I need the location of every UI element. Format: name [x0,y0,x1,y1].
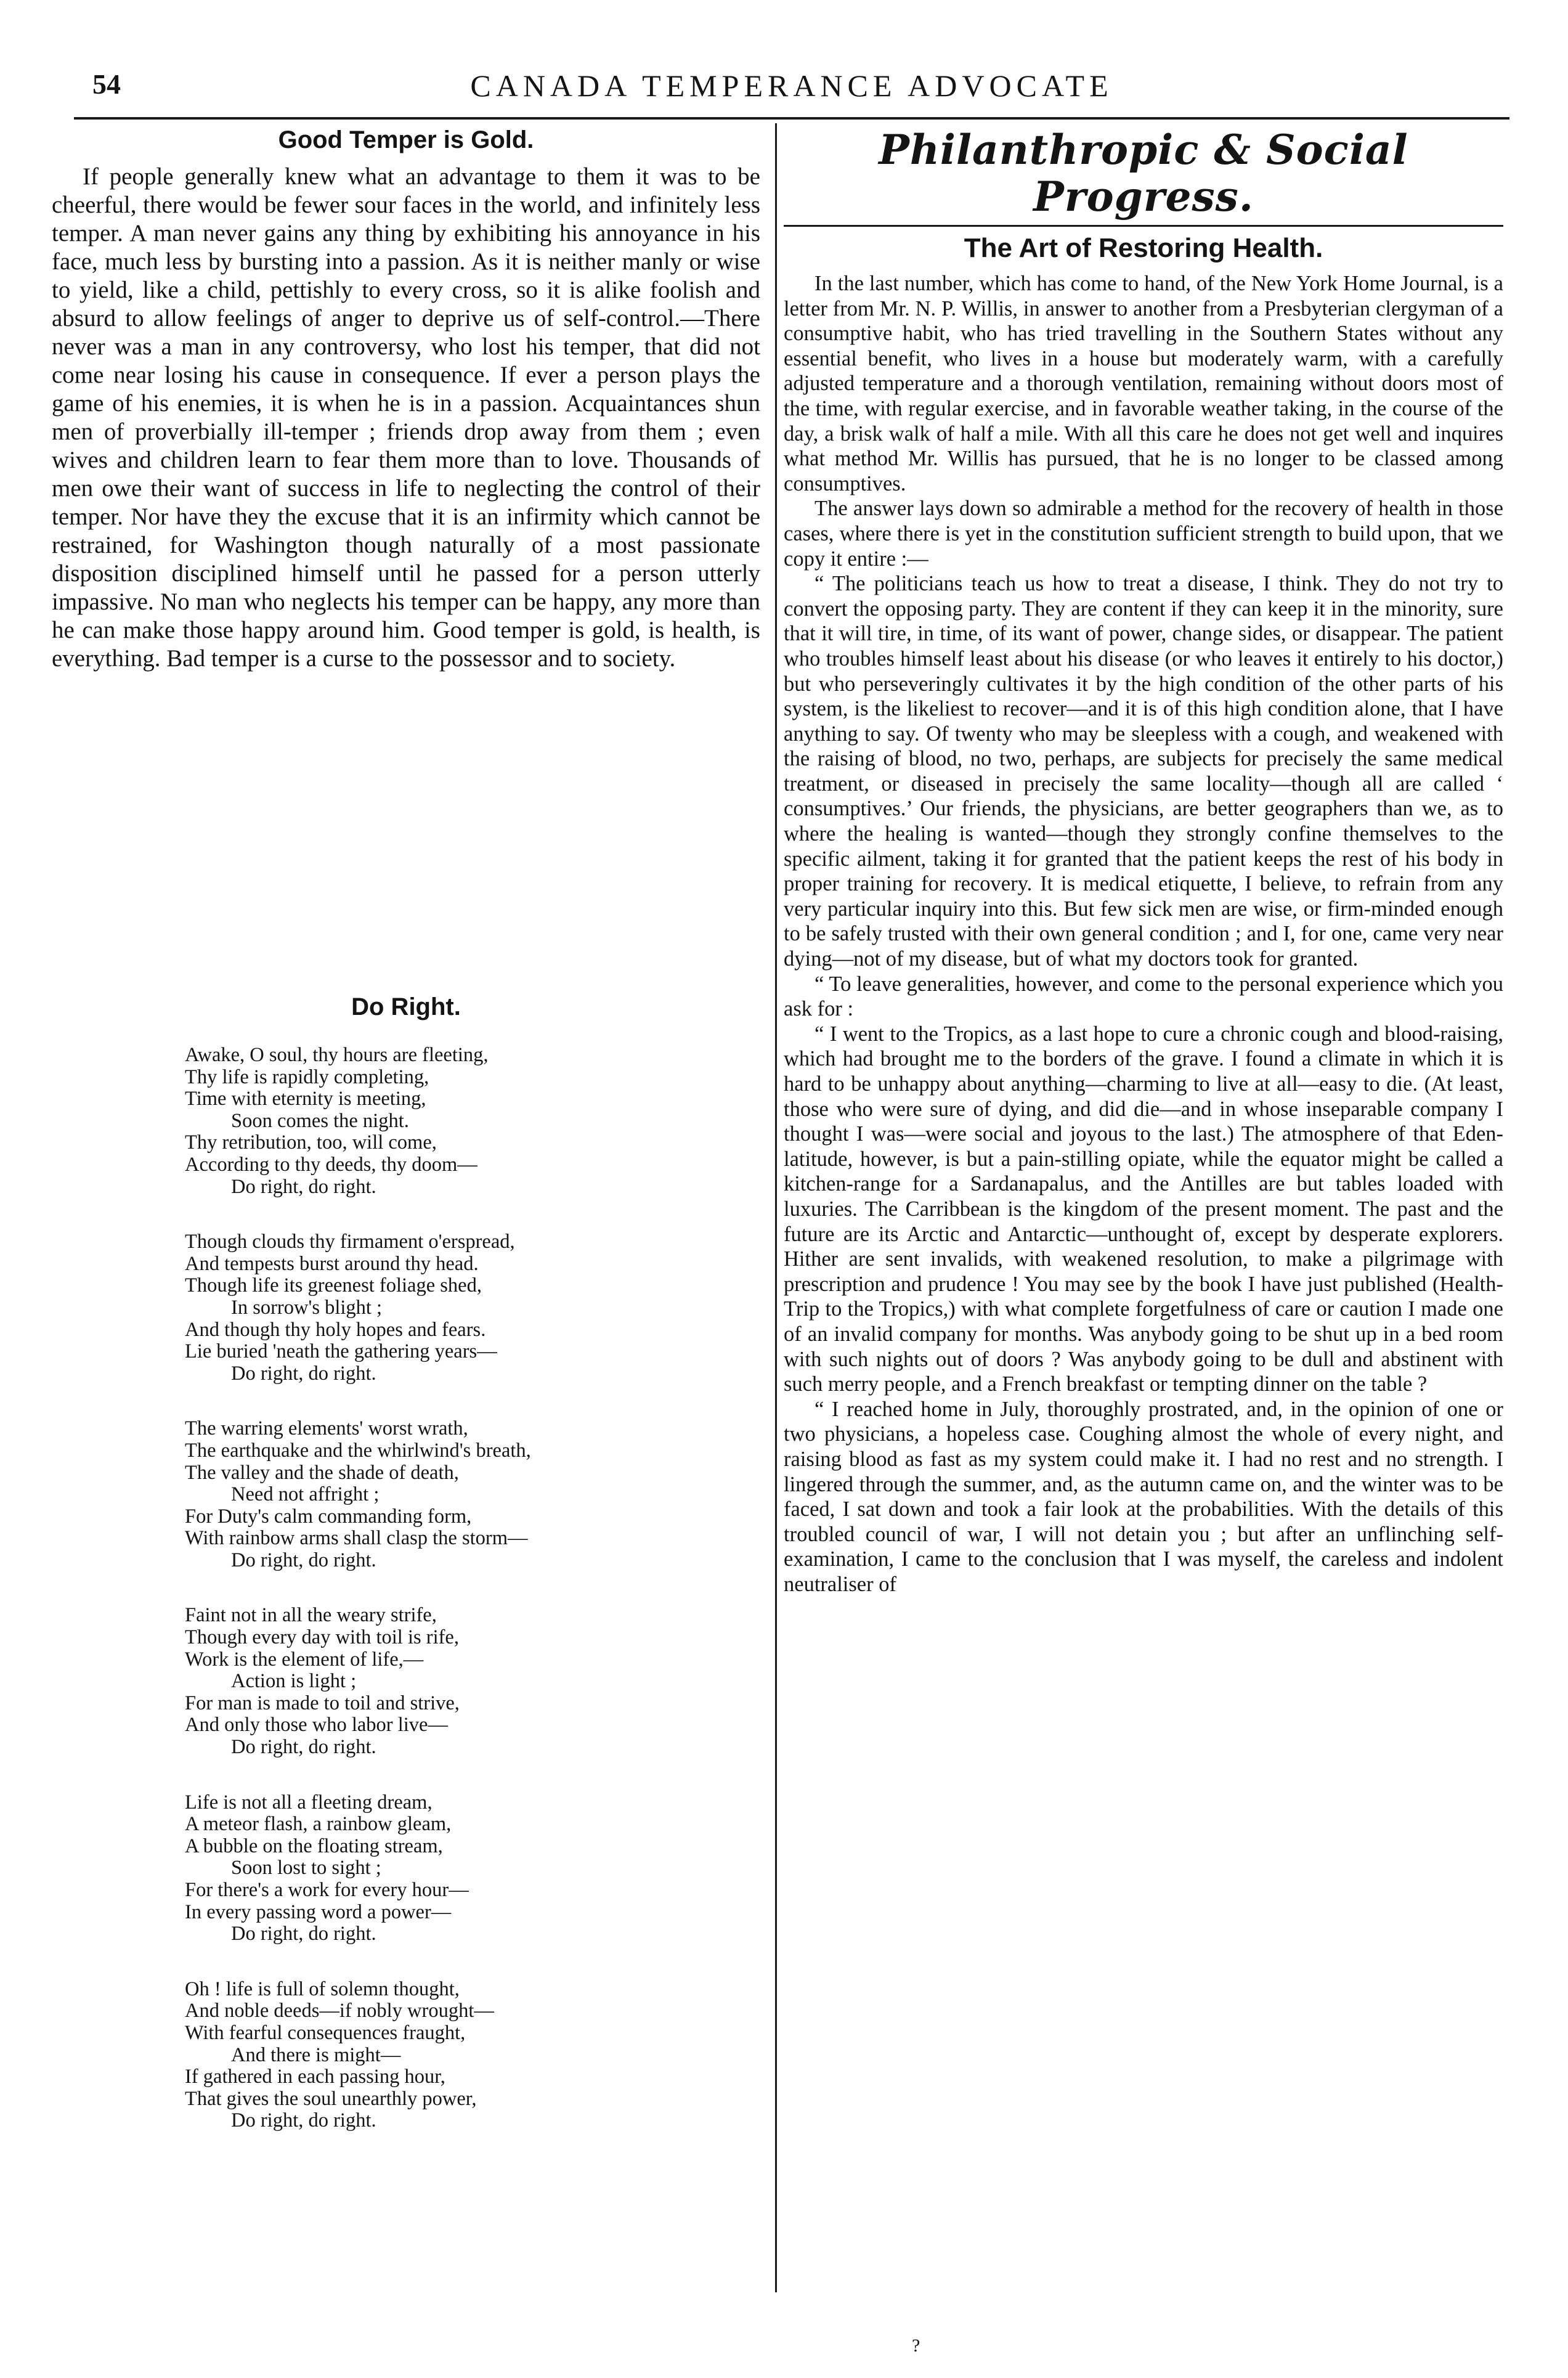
poem-title: Do Right. [351,993,461,1020]
poem-line: With rainbow arms shall clasp the storm— [185,1527,528,1550]
poem-line: That gives the soul unearthly power, [185,2087,477,2110]
poem-line: And noble deeds—if nobly wrought— [185,2000,494,2022]
poem-line: In every passing word a power— [185,1900,452,1923]
poem-line: Time with eternity is meeting, [185,1088,426,1110]
poem-stanza [185,1979,739,2132]
poem-stanza [185,1231,739,1385]
paragraph: “ To leave generalities, however, and come to the personal experience which you ask for : [784,972,1503,1021]
poem-line: Do right, do right. [231,1549,376,1571]
paragraph: In the last number, which has come to hand, of the New York Home Journal, is a letter from Mr. N. P. Willis, in answer to another from a Presbyterian clergyman of a consumptive habit, who has tried travelling in the Southern States without any essential benefit, who lives in a house but moderately warm, with a carefully adjusted temperature and a thorough ventilation, remaining without doors most of the time, with regular exercise, and in favorable weather taking, in the course of the day, a brisk walk of half a mile. With all this care he does not get well and inquires what method Mr. Willis has pursued, that he is no longer to be classed among consumptives. [784,272,1503,495]
left-column [52,126,760,673]
poem-line: Do right, do right. [231,2109,376,2132]
poem-line: Soon lost to sight ; [231,1857,381,1879]
poem-line: Thy life is rapidly completing, [185,1065,429,1088]
paragraph: The answer lays down so admirable a method for the recovery of health in those cases, where there is yet in the constitution sufficient strength to build upon, that we copy it entire :— [784,497,1503,571]
poem-stanza [185,1418,739,1571]
poem-stanza [185,1605,739,1758]
poem-line: Lie buried 'neath the gathering years— [185,1340,497,1363]
article-title-good-temper: Good Temper is Gold. [278,126,534,153]
poem-line: Work is the element of life,— [185,1648,424,1671]
department-title: Philanthropic & Social Progress. [784,126,1503,227]
poem-line: Though life its greenest foliage shed, [185,1274,482,1297]
poem-line: For man is made to toil and strive, [185,1692,460,1714]
poem-line: Thy retribution, too, will come, [185,1131,437,1154]
poem-line: Awake, O soul, thy hours are fleeting, [185,1044,489,1066]
poem-line: And though thy holy hopes and fears. [185,1318,486,1341]
page-header [86,57,1497,112]
right-column [784,126,1503,1597]
poem-stanza [185,1044,739,1198]
poem-line: The warring elements' worst wrath, [185,1417,468,1440]
poem-line: Do right, do right. [231,1923,376,1945]
paragraph: “ I went to the Tropics, as a last hope to cure a chronic cough and blood-raising, which had brought me to the borders of the grave. I found a climate in which it is hard to be unhappy about anything—charming to live at all—easy to die. (At least, those who were sure of dying, and did die—and in whose inseparable company I thought I was—were social and joyous to the last.) The atmosphere of that Eden-latitude, however, is but a pain-stilling opiate, while the equator might be called a kitchen-range for a Sardanapalus, and the Antilles are but tables loaded with luxuries. The Carribbean is the kingdom of the present moment. The past and the future are its Arctic and Antarctic—unthought of, except by desperate explorers. Hither are sent invalids, with weakened resolution, to make a pilgrimage with prescription and prudence ! You may see by the book I have just published (Health-Trip to the Tropics,) with what complete forgetfulness of care or caution I made one of an invalid company for months. Was anybody going to be shut up in a bed room with such nights out of doors ? Was anybody going to be dull and abstinent with such merry people, and a French breakfast or tempting dinner on the table ? [784,1022,1503,1396]
poem-line: The earthquake and the whirlwind's breath, [185,1439,531,1462]
running-head: CANADA TEMPERANCE ADVOCATE [470,68,1113,103]
poem-line: According to thy deeds, thy doom— [185,1153,477,1176]
poem-line: Action is light ; [231,1670,357,1693]
poem-line: Need not affright ; [231,1483,380,1506]
poem-line: Though clouds thy firmament o'erspread, [185,1231,515,1253]
poem-line: Though every day with toil is rife, [185,1626,459,1649]
poem-line: In sorrow's blight ; [231,1296,383,1319]
poem-line: With fearful consequences fraught, [185,2021,466,2044]
poem-line: If gathered in each passing hour, [185,2066,445,2088]
poem-line: A bubble on the floating stream, [185,1834,443,1857]
poem-line: And there is might— [231,2043,401,2066]
poem-line: The valley and the shade of death, [185,1461,459,1484]
poem-line: A meteor flash, a rainbow gleam, [185,1813,452,1836]
paragraph: “ The politicians teach us how to treat a disease, I think. They do not try to convert the opposing party. They are content if they can keep it in the minority, sure that it will tire, in time, of its want of power, change sides, or disappear. The patient who troubles himself least about his disease (or who leaves it entirely to his doctor,) but who perseveringly cultivates it by the high condition of the other parts of his system, is the likeliest to recover—and it is of this high condition alone, that I have anything to say. Of twenty who may be sleepless with a cough, and weakened with the raising of blood, no two, perhaps, are subjects for precisely the same medical treatment, or diseased in precisely the same locality—though all are called ‘ consumptives.’ Our friends, the physicians, are better geographers than we, as to where the healing is wanted—though they strongly confine themselves to the specific ailment, taking it for granted that the patient keeps the rest of his body in proper training for recovery. It is medical etiquette, I believe, to refrain from any very particular inquiry into this. But few sick men are wise, or firm-minded enough to be safely trusted with their own general condition ; and I, for one, came very near dying—not of my disease, but of what my doctors took for granted. [784,572,1503,971]
poem-do-right [185,1044,739,2165]
poem-line: Do right, do right. [231,1362,376,1385]
page-number: 54 [92,68,121,100]
poem-heading [52,993,760,1030]
footer-mark: ? [912,2335,920,2356]
poem-line: Do right, do right. [231,1736,376,1759]
paragraph: If people generally knew what an advantage to them it was to be cheerful, there would be fewer sour faces in the world, and infinitely less temper. A man never gains any thing by exhibiting his annoyance in his face, much less by bursting into a passion. As it is neither manly or wise to yield, like a child, pettishly to every cross, so it is alike foolish and absurd to allow feelings of anger to deprive us of self-control.—There never was a man in any controversy, who lost his temper, that did not come near losing his cause in consequence. If ever a person plays the game of his enemies, it is when he is in a passion. Acquaintances shun men of proverbially ill-temper ; friends drop away from them ; even wives and children learn to fear them more than to love. Thousands of men owe their want of success in life to neglecting the control of their temper. Nor have they the excuse that it is an infirmity which cannot be restrained, for Washington though naturally of a most passionate disposition disciplined himself until he passed for a person utterly impassive. No man who neglects his temper can be happy, any more than he can make those happy around him. Good temper is gold, is health, is everything. Bad temper is a curse to the possessor and to society. [52,163,760,672]
article-title-restoring-health: The Art of Restoring Health. [964,233,1323,263]
poem-line: Oh ! life is full of solemn thought, [185,1977,460,2000]
poem-line: Faint not in all the weary strife, [185,1604,437,1627]
header-rule [74,117,1509,120]
column-rule [775,123,777,2292]
poem-line: Soon comes the night. [231,1109,409,1132]
poem-stanza [185,1792,739,1945]
poem-line: And only those who labor live— [185,1714,448,1737]
poem-line: For Duty's calm commanding form, [185,1505,472,1528]
article-body-good-temper [52,163,760,673]
poem-line: And tempests burst around thy head. [185,1252,479,1275]
poem-line: For there's a work for every hour— [185,1879,469,1901]
poem-line: Life is not all a fleeting dream, [185,1791,433,1814]
article-body-restoring-health [784,271,1503,1597]
poem-line: Do right, do right. [231,1175,376,1198]
paragraph: “ I reached home in July, thoroughly prostrated, and, in the opinion of one or two physicians, a hopeless case. Coughing almost the whole of every night, and raising blood as fast as my system could make it. I had no rest and no strength. I lingered through the summer, and, as the autumn came on, and the winter was to be faced, I sat down and took a fair look at the probabilities. With the details of this troubled council of war, I will not detain you ; but after an unflinching self-examination, I came to the conclusion that I was myself, the careless and indolent neutraliser of [784,1397,1503,1596]
